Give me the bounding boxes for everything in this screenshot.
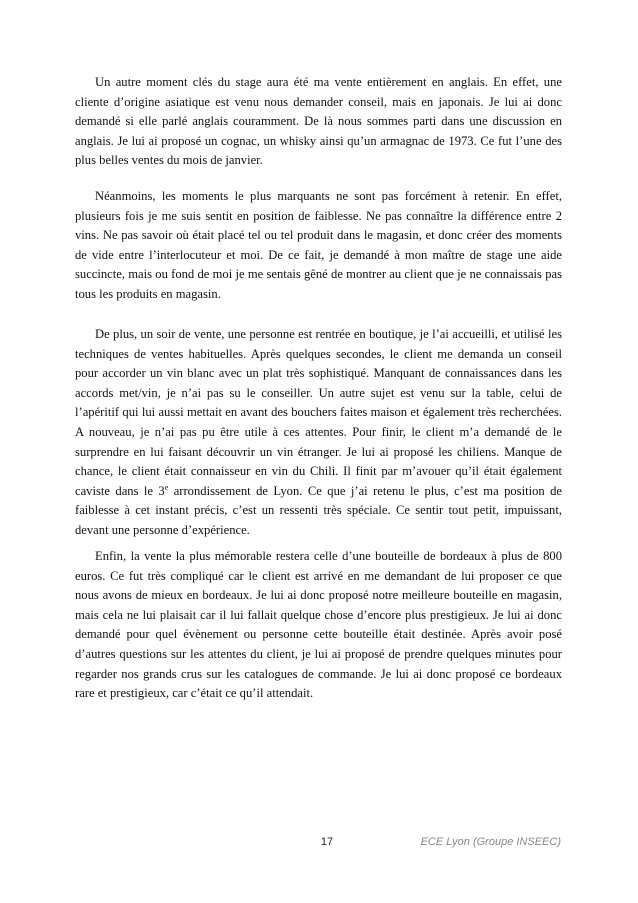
paragraph-evening-sale-text-a: De plus, un soir de vente, une personne est rentrée en boutique, je l’ai accueilli, et utilisé les techniques de ventes habituelles. Après quelques secondes, le client me demanda un conseil pour accorder un vin blanc avec un plat très sophistiqué. Manquant de connaissances dans les accords met/vin, je n’ai pas su le conseiller. Un autre sujet est venu sur la table, celui de l’apéritif qui lui aussi mettait en avant des bouchers faites maison et également très recherchées. A nouveau, je n’ai pas pu être utile à ces attentes. Pour finir, le client m’a demandé de le surprendre en lui faisant découvrir un vin étranger. Je lui ai proposé les chiliens. Manque de chance, le client était connaisseur en vin du Chili. Il finit par m’avouer qu’il était également caviste dans le 3 <box>75 327 562 498</box>
page-number: 17 <box>320 836 334 848</box>
ordinal-superscript: e <box>164 482 169 492</box>
footer-organization: ECE Lyon (Groupe INSEEC) <box>420 836 561 848</box>
paragraph-weakness: Néanmoins, les moments le plus marquants ne sont pas forcément à retenir. En effet, plusieurs fois je me suis sentit en position de faiblesse. Ne pas connaître la différence entre 2 vins. Ne pas savoir où était placé tel ou tel produit dans le magasin, et donc créer des moments de vide entre l’interlocuteur et moi. De ce fait, je demandé à mon maître de stage une aide succincte, mais ou fond de moi je me sentais gêné de montrer au client que je ne connaissais pas tous les produits en magasin. <box>75 189 562 301</box>
paragraph-evening-sale <box>75 325 562 541</box>
paragraph-bordeaux-sale: Enfin, la vente la plus mémorable restera celle d’une bouteille de bordeaux à plus de 800 euros. Ce fut très compliqué car le client est arrivé en me demandant de lui proposer ce que nous avons de mieux en bordeaux. Je lui ai donc proposé notre meilleure bouteille en magasin, mais cela ne lui plaisait car il lui fallait quelque chose d’encore plus prestigieux. Je lui ai donc demandé pour quel évènement ou personne cette bouteille était destinée. Après avoir posé d’autres questions sur les attentes du client, je lui ai proposé de prendre quelques minutes pour regarder nos grands crus sur les catalogues de commande. Je lui ai donc proposé ce bordeaux rare et prestigieux, car c’était ce qu’il attendait. <box>75 549 562 701</box>
paragraph-evening-sale-text-b: arrondissement de Lyon. Ce que j’ai retenu le plus, c’est ma position de faiblesse à cet instant précis, c’est un ressenti très spéciale. Ce sentir tout petit, impuissant, devant une personne d’expérience. <box>75 483 562 537</box>
paragraph-english-sale: Un autre moment clés du stage aura été ma vente entièrement en anglais. En effet, une cliente d’origine asiatique est venu nous demander conseil, mais en japonais. Je lui ai donc demandé si elle parlé anglais couramment. De là nous sommes parti dans une discussion en anglais. Je lui ai proposé un cognac, un whisky ainsi qu’un armagnac de 1973. Ce fut l’une des plus belles ventes du mois de janvier. <box>75 75 562 168</box>
